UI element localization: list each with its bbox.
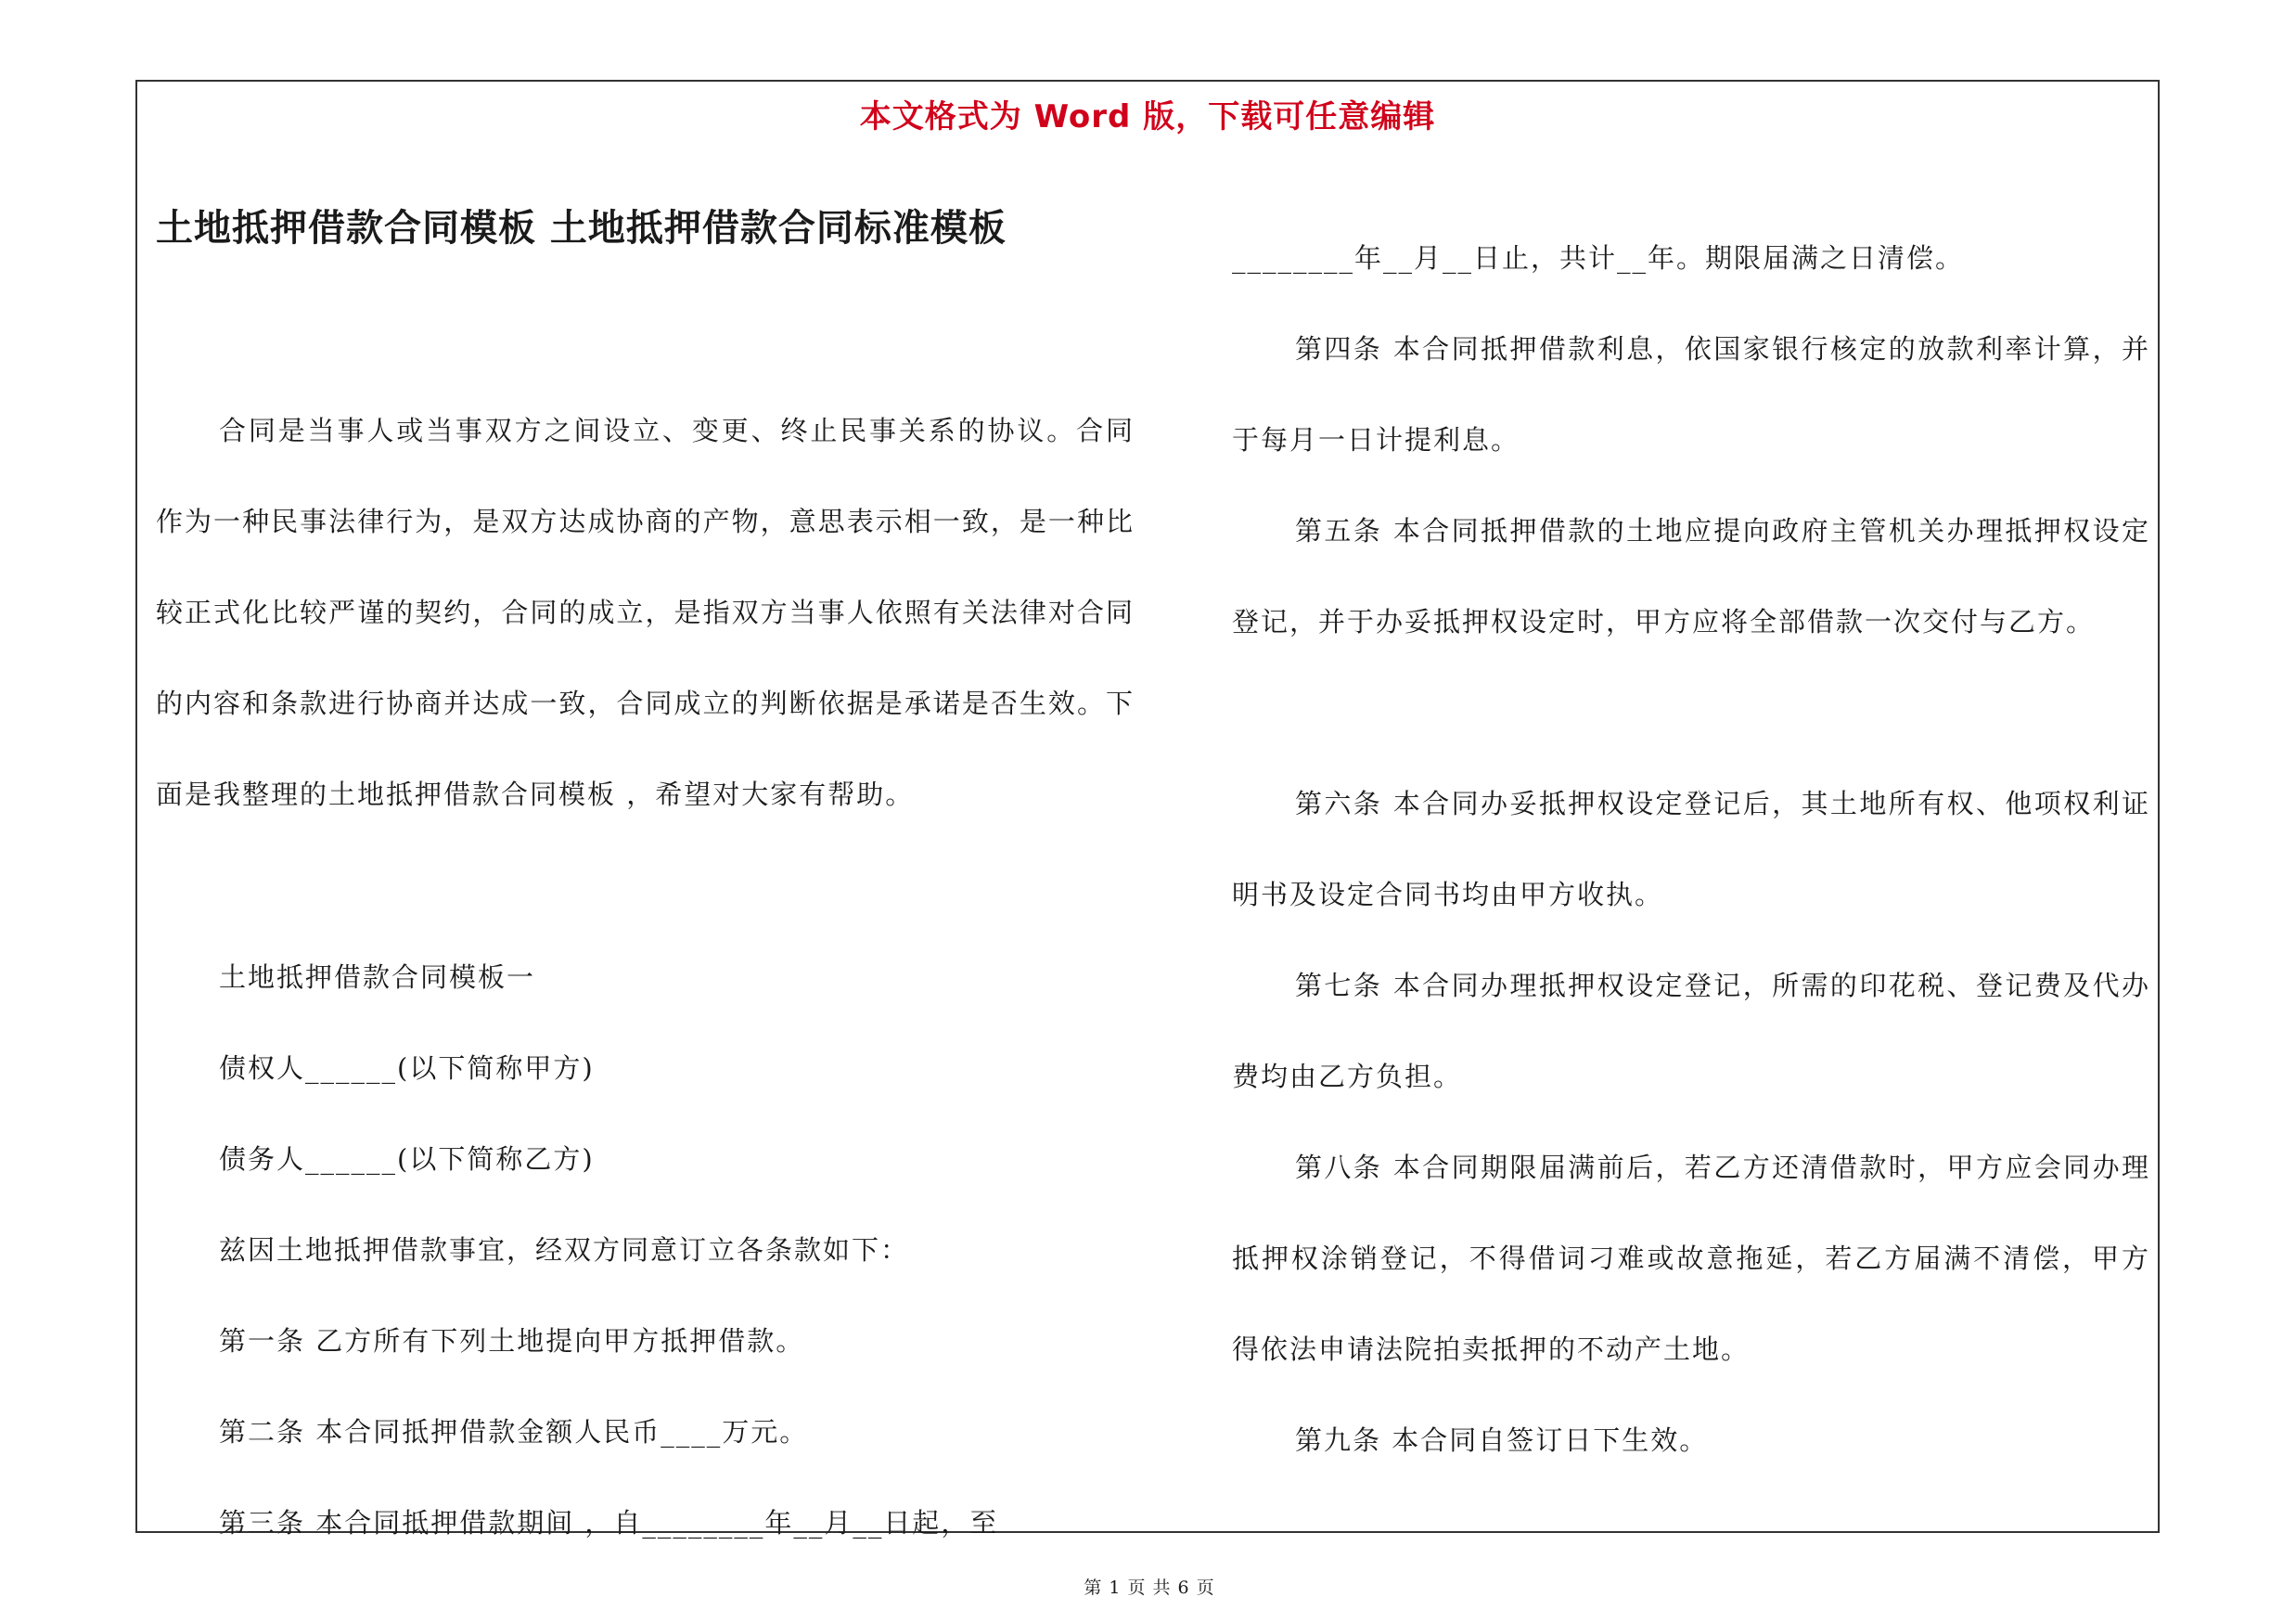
page-number: 第 1 页 共 6 页 xyxy=(1084,1578,1215,1598)
article-6: 第六条 本合同办妥抵押权设定登记后，其土地所有权、他项权利证明书及设定合同书均由甲方收执。 xyxy=(1232,788,2150,910)
format-banner: 本文格式为 Word 版，下载可任意编辑 xyxy=(859,98,1436,135)
template-heading: 土地抵押借款合同模板一 xyxy=(219,961,536,993)
document-title: 土地抵押借款合同模板 土地抵押借款合同标准模板 xyxy=(156,207,1007,250)
article-5: 第五条 本合同抵押借款的土地应提向政府主管机关办理抵押权设定登记，并于办妥抵押权设定时，甲方应将全部借款一次交付与乙方。 xyxy=(1232,515,2150,638)
document-page xyxy=(135,80,2160,1598)
article-2: 第二条 本合同抵押借款金额人民币____万元。 xyxy=(219,1416,809,1448)
article-3-continuation: ________年__月__日止，共计__年。期限届满之日清偿。 xyxy=(1232,242,1965,274)
article-1: 第一条 乙方所有下列土地提向甲方抵押借款。 xyxy=(219,1325,805,1357)
article-3: 第三条 本合同抵押借款期间 ，自________年__月__日起，至 xyxy=(219,1507,999,1539)
preamble-line: 兹因土地抵押借款事宜，经双方同意订立各条款如下： xyxy=(219,1234,910,1266)
article-8: 第八条 本合同期限届满前后，若乙方还清借款时，甲方应会同办理抵押权涂销登记，不得借词刁难或故意拖延，若乙方届满不清偿，甲方得依法申请法院拍卖抵押的不动产土地。 xyxy=(1232,1152,2150,1365)
intro-paragraph: 合同是当事人或当事双方之间设立、变更、终止民事关系的协议。合同作为一种民事法律行为，是双方达成协商的产物，意思表示相一致，是一种比较正式化比较严谨的契约，合同的成立，是指双方当事人依照有关法律对合同的内容和条款进行协商并达成一致，合同成立的判断依据是承诺是否生效。下面是我整理的土地抵押借款合同模板 ，希望对大家有帮助。 xyxy=(156,415,1135,810)
debtor-line: 债务人______(以下简称乙方) xyxy=(219,1143,595,1175)
article-4: 第四条 本合同抵押借款利息，依国家银行核定的放款利率计算，并于每月一日计提利息。 xyxy=(1232,333,2150,456)
article-9: 第九条 本合同自签订日下生效。 xyxy=(1295,1424,1709,1456)
article-7: 第七条 本合同办理抵押权设定登记，所需的印花税、登记费及代办费均由乙方负担。 xyxy=(1232,970,2150,1092)
creditor-line: 债权人______(以下简称甲方) xyxy=(219,1052,595,1084)
